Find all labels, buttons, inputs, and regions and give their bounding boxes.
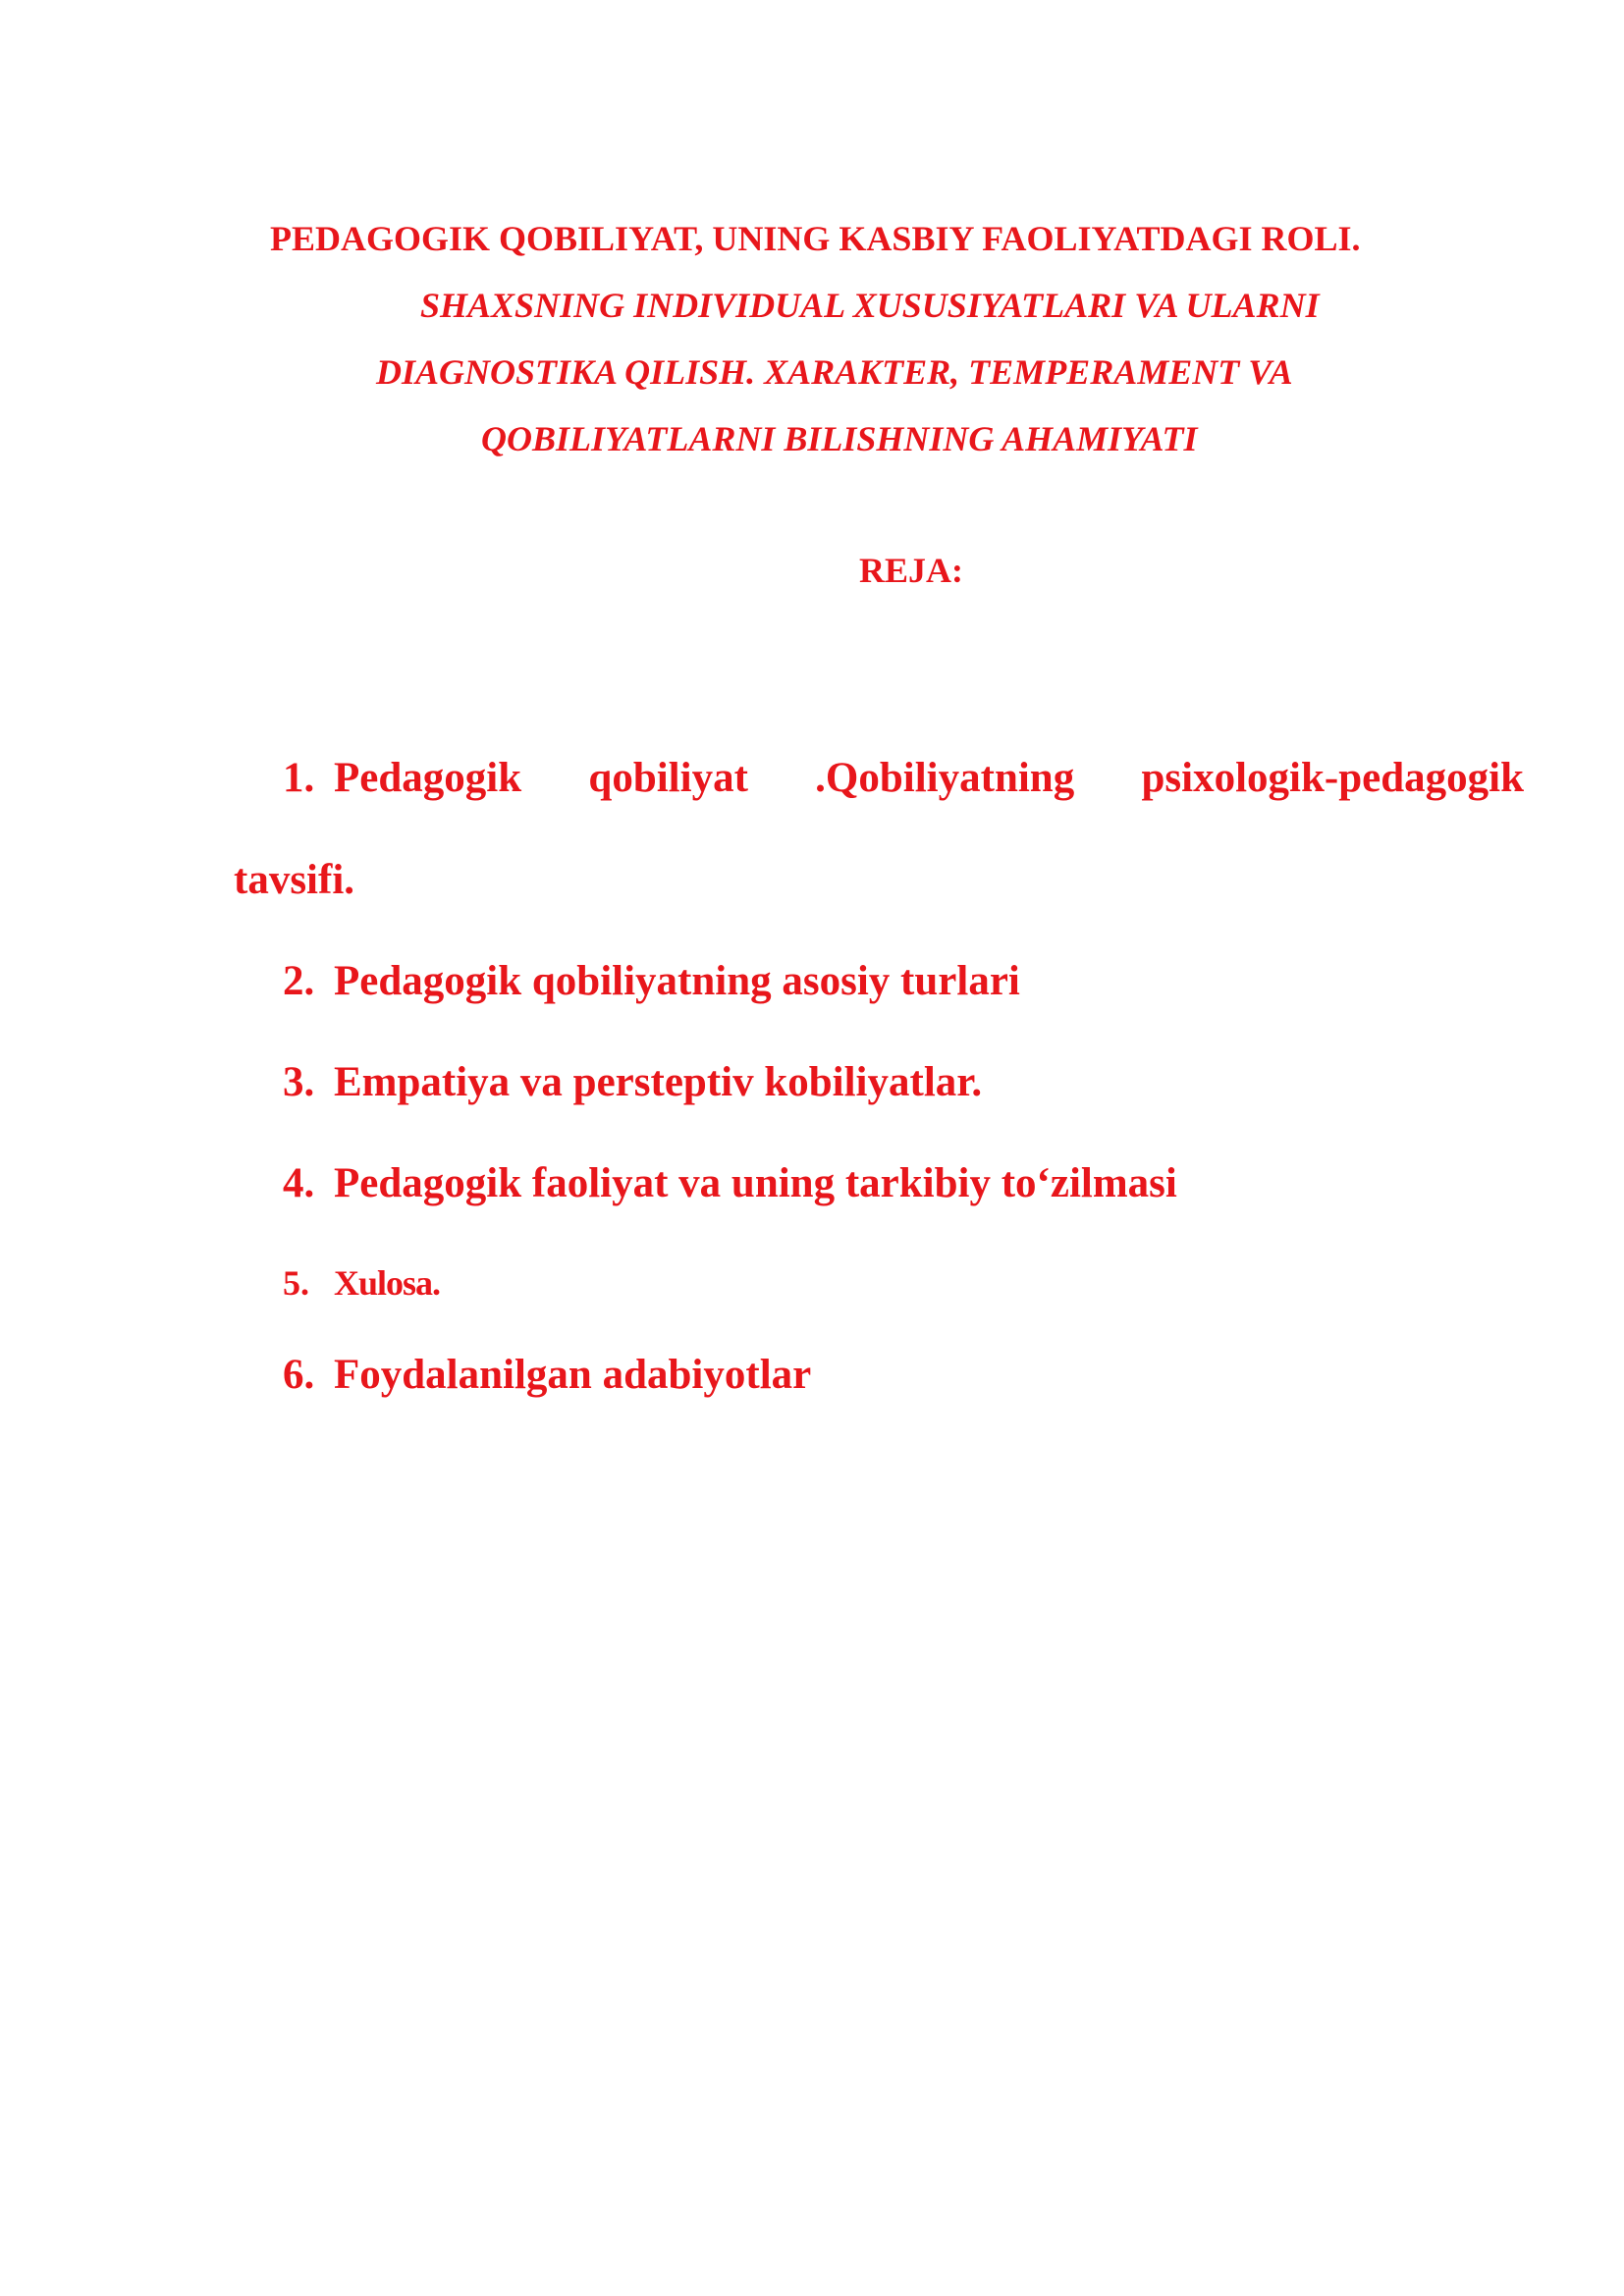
subtitle-line-1: SHAXSNING INDIVIDUAL XUSUSIYATLARI VA ULARNI — [420, 286, 1320, 325]
document-title: PEDAGOGIK QOBILIYAT, UNING KASBIY FAOLIYATDAGI ROLI. — [270, 219, 1361, 258]
plan-item-number: 5. — [283, 1263, 309, 1303]
plan-item-word: .Qobiliyatning — [815, 755, 1075, 801]
plan-item-number: 1. — [283, 755, 315, 801]
plan-item-word: psixologik-pedagogik — [1141, 755, 1524, 801]
plan-item-text: Pedagogik qobiliyatning asosiy turlari — [334, 958, 1020, 1004]
subtitle-line-2: DIAGNOSTIKA QILISH. XARAKTER, TEMPERAMENT VA — [376, 352, 1293, 392]
plan-item-1-continuation: tavsifi. — [234, 857, 355, 903]
plan-item-1 — [283, 754, 1524, 813]
plan-item-text: Foydalanilgan adabiyotlar — [334, 1352, 812, 1398]
plan-item-text: Xulosa. — [334, 1263, 441, 1303]
subtitle-line-3: QOBILIYATLARNI BILISHNING AHAMIYATI — [481, 419, 1198, 458]
plan-item-number: 3. — [283, 1059, 315, 1105]
plan-item-word: qobiliyat — [588, 755, 748, 801]
plan-item-text: Pedagogik faoliyat va uning tarkibiy to‘zilmasi — [334, 1160, 1177, 1206]
plan-item-word: Pedagogik — [334, 755, 522, 801]
plan-item-text: Empatiya va persteptiv kobiliyatlar. — [334, 1059, 983, 1105]
plan-item-number: 6. — [283, 1352, 315, 1398]
plan-item-number: 4. — [283, 1160, 315, 1206]
plan-item-number: 2. — [283, 958, 315, 1004]
plan-heading: REJA: — [859, 551, 963, 590]
plan-item-text — [334, 754, 1524, 802]
